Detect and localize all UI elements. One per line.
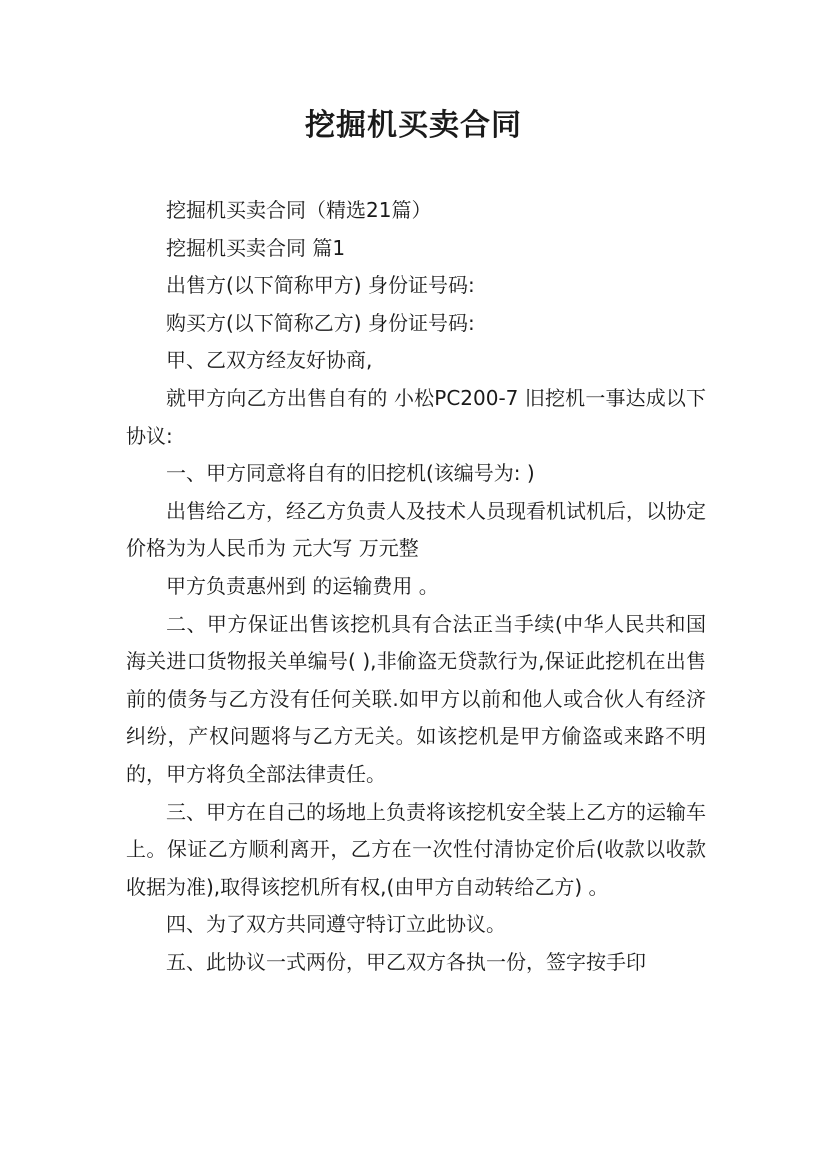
paragraph-negotiation: 甲、乙双方经友好协商, <box>166 348 373 373</box>
paragraph-clause-2: 二、甲方保证出售该挖机具有合法正当手续(中华人民共和国海关进口货物报关单编号( ),非偷盗无贷款行为,保证此挖机在出售前的债务与乙方没有任何关联.如甲方以前和他人或合伙人有经济纠纷，产权问题将与乙方无关。如该挖机是甲方偷盗或来路不明的，甲方将负全部法律责任。 <box>126 611 706 786</box>
paragraph-agreement-intro: 就甲方向乙方出售自有的 小松PC200-7 旧挖机一事达成以下协议: <box>126 385 706 448</box>
paragraph-buyer: 购买方(以下简称乙方) 身份证号码: <box>166 310 475 335</box>
paragraph-transport: 甲方负责惠州到 的运输费用 。 <box>166 573 439 598</box>
document-body <box>126 192 706 981</box>
paragraph-article-heading: 挖掘机买卖合同 篇1 <box>166 235 346 260</box>
document-title: 挖掘机买卖合同 <box>305 108 522 143</box>
paragraph-clause-5: 五、此协议一式两份，甲乙双方各执一份，签字按手印 <box>166 949 646 974</box>
paragraph-seller: 出售方(以下简称甲方) 身份证号码: <box>166 273 475 298</box>
paragraph-subtitle: 挖掘机买卖合同（精选21篇） <box>166 198 432 222</box>
paragraph-clause-1-price: 出售给乙方，经乙方负责人及技术人员现看机试机后，以协定价格为为人民币为 元大写 万元整 <box>126 498 706 561</box>
paragraph-clause-4: 四、为了双方共同遵守特订立此协议。 <box>166 912 506 937</box>
paragraph-clause-1: 一、甲方同意将自有的旧挖机(该编号为: ) <box>166 461 535 486</box>
paragraph-clause-3: 三、甲方在自己的场地上负责将该挖机安全装上乙方的运输车上。保证乙方顺利离开，乙方在一次性付清协定价后(收款以收款收据为准),取得该挖机所有权,(由甲方自动转给乙方) 。 <box>126 799 706 899</box>
